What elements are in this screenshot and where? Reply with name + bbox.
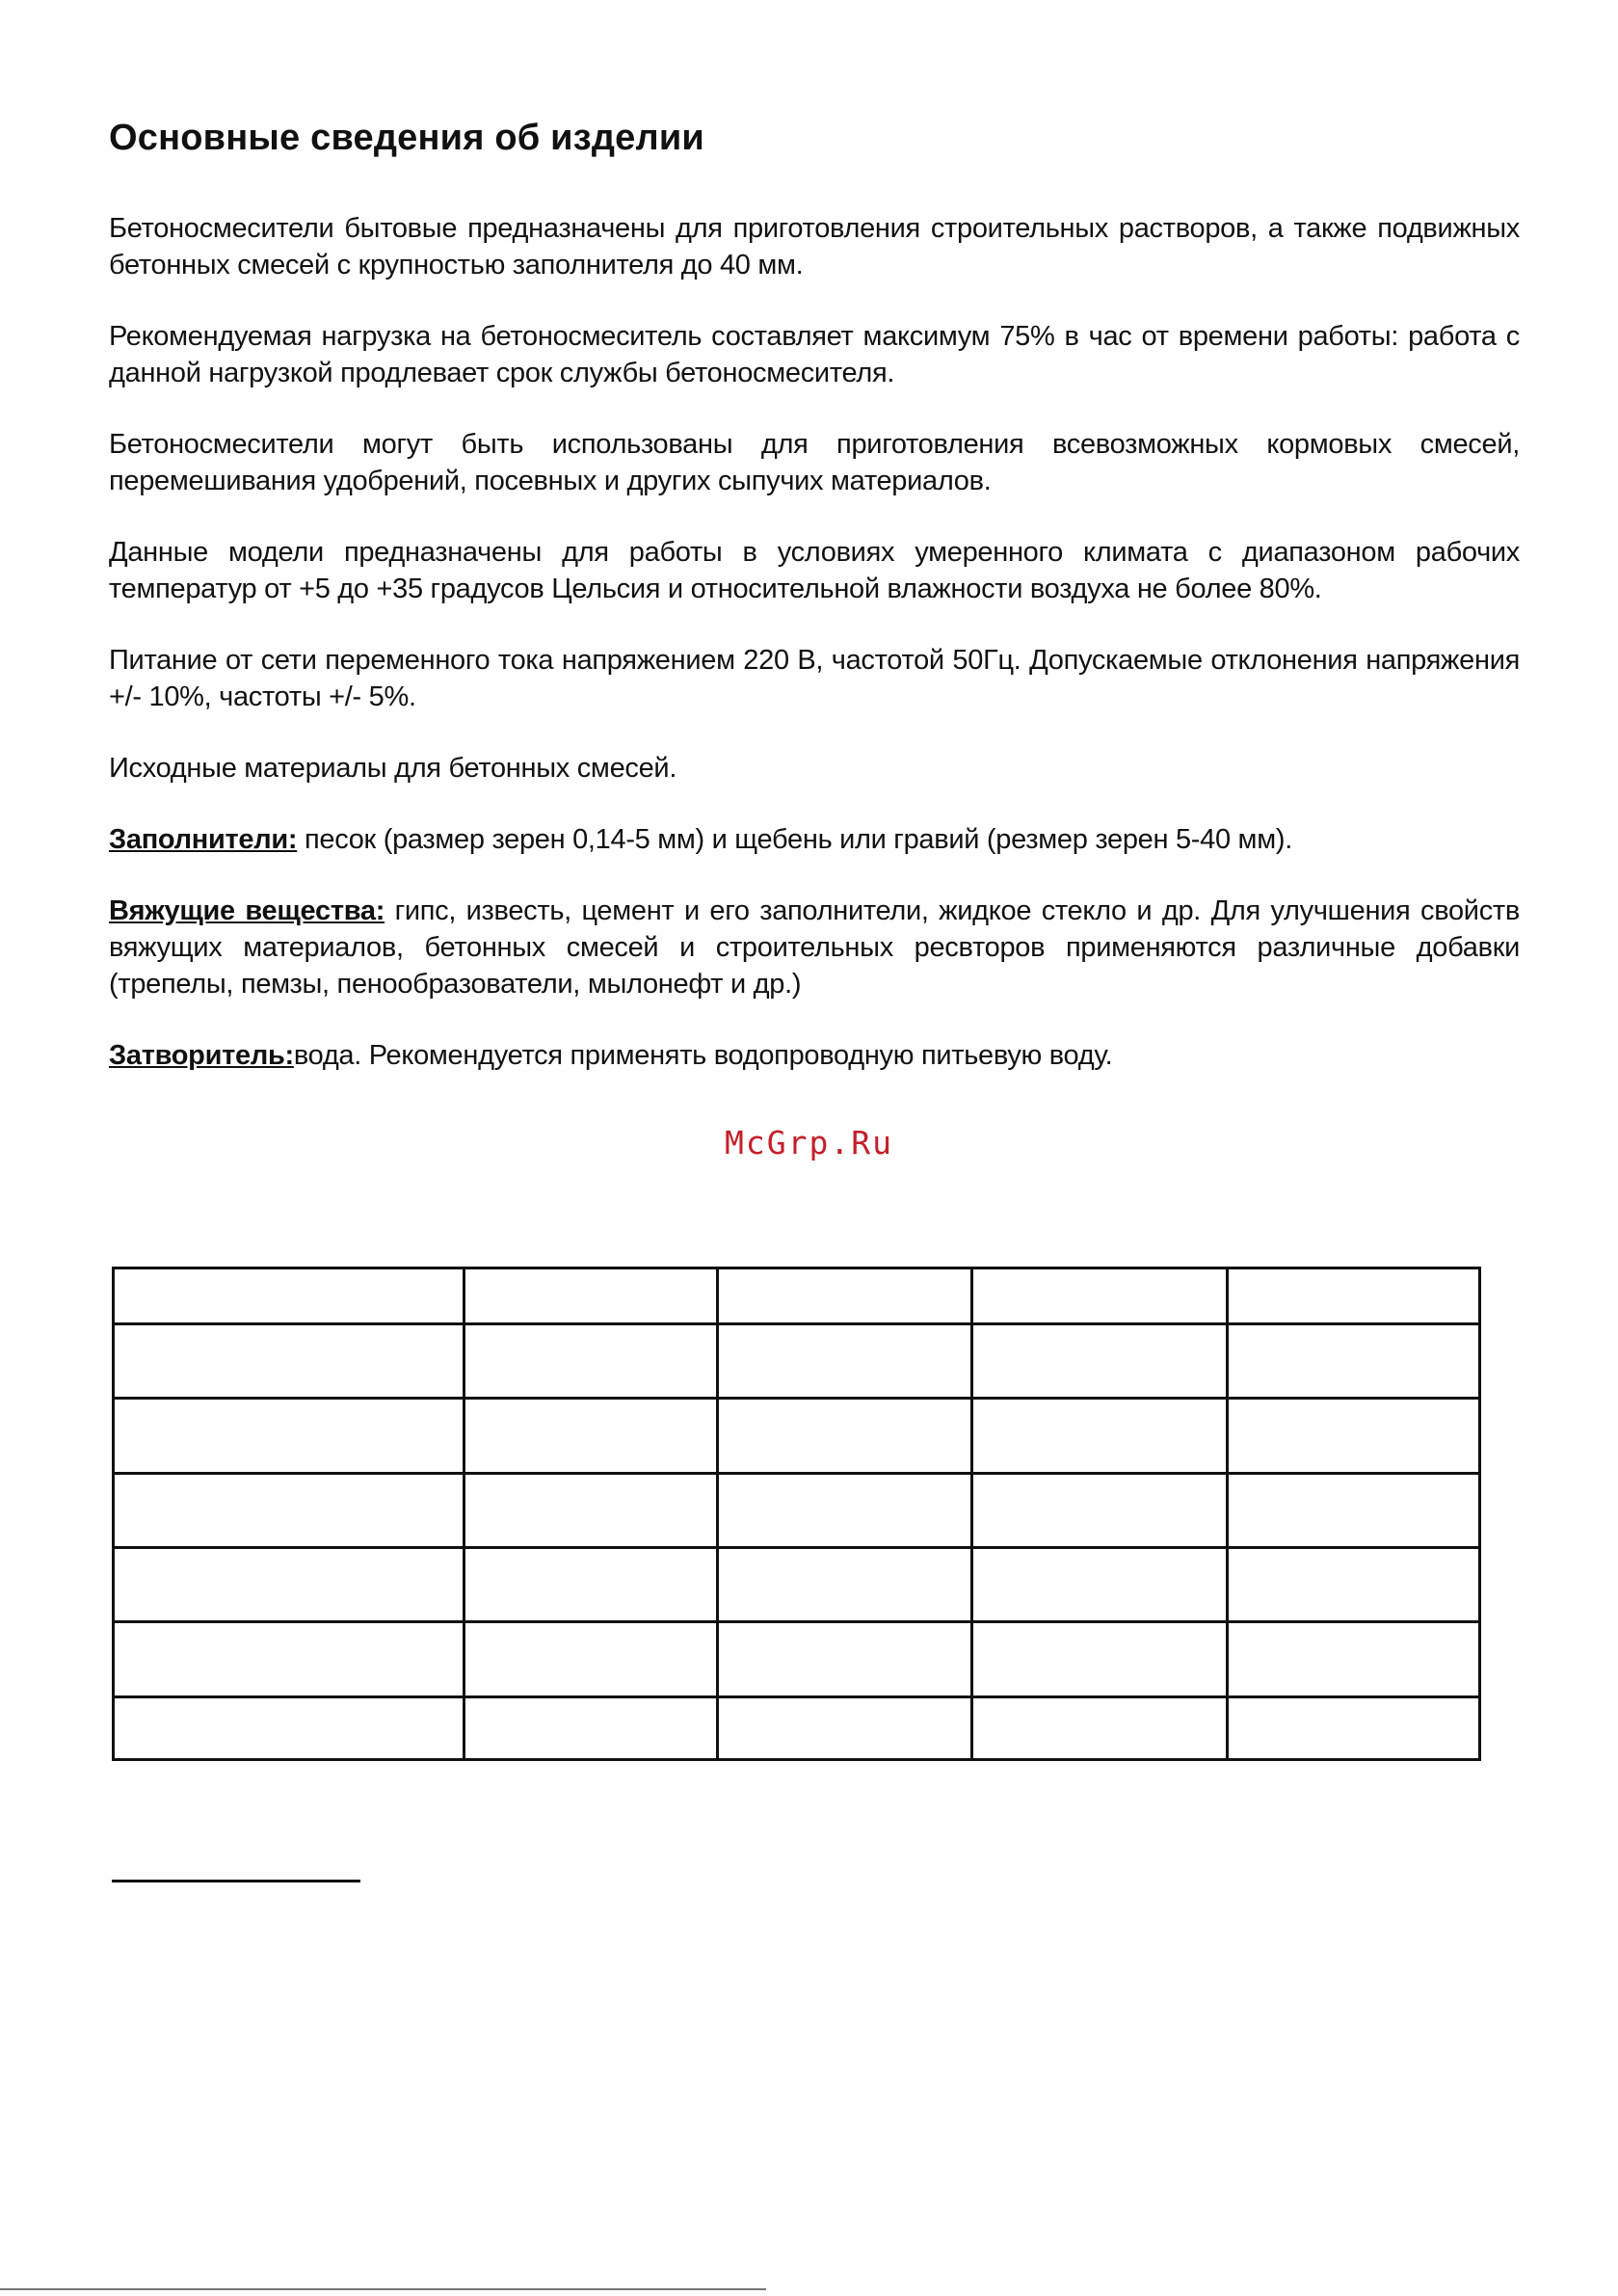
table-cell xyxy=(114,1473,464,1547)
table-cell xyxy=(972,1399,1228,1473)
aggregates-text: песок (размер зерен 0,14-5 мм) и щебень или гравий (резмер зерен 5-40 мм). xyxy=(297,824,1292,855)
table-cell xyxy=(718,1622,972,1696)
document-body xyxy=(109,210,1520,1108)
mixing-agent-label: Затворитель: xyxy=(109,1040,294,1071)
mixing-agent-text: вода. Рекомендуется применять водопроводную питьевую воду. xyxy=(293,1040,1113,1071)
table-cell xyxy=(1228,1548,1480,1622)
table-cell xyxy=(1228,1324,1480,1399)
paragraph-materials: Исходные материалы для бетонных смесей. xyxy=(109,753,677,784)
spec-table-body xyxy=(114,1268,1480,1760)
paragraph-aggregates xyxy=(109,821,1520,858)
table-cell xyxy=(464,1622,718,1696)
table-cell xyxy=(972,1473,1228,1547)
bottom-edge-rule xyxy=(0,2288,766,2290)
table-row xyxy=(114,1696,1480,1759)
table-row xyxy=(114,1473,1480,1547)
table-cell xyxy=(972,1548,1228,1622)
spec-table xyxy=(112,1267,1481,1761)
table-cell xyxy=(464,1696,718,1759)
paragraph-purpose: Бетоносмесители бытовые предназначены для приготовления строительных растворов, а также подвижных бетонных смесей с крупностью заполнителя до 40 мм. xyxy=(109,213,1520,280)
table-cell xyxy=(464,1324,718,1399)
paragraph-load: Рекомендуемая нагрузка на бетоносмеситель составляет максимум 75% в час от времени работы: работа с данной нагрузкой продлевает срок службы бетоносмесителя. xyxy=(109,321,1520,388)
binders-label: Вяжущие вещества: xyxy=(109,895,385,926)
table-cell xyxy=(114,1324,464,1399)
table-cell xyxy=(114,1622,464,1696)
table-cell xyxy=(718,1324,972,1399)
table-cell xyxy=(1228,1399,1480,1473)
table-row xyxy=(114,1622,1480,1696)
binders-text: гипс, известь, цемент и его заполнители, жидкое стекло и др. Для улучшения свойств вяжущих материалов, бетонных смесей и строительных ресвторов применяются различные добавки (трепелы, пемзы, пенообразователи, мылонефт и др.) xyxy=(109,895,1520,1000)
footnote-rule xyxy=(112,1880,360,1882)
page-title: Основные сведения об изделии xyxy=(109,118,704,158)
table-cell xyxy=(464,1399,718,1473)
paragraph-climate: Данные модели предназначены для работы в условиях умеренного климата с диапазоном рабочих температур от +5 до +35 градусов Цельсия и относительной влажности воздуха не более 80%. xyxy=(109,537,1520,604)
table-cell xyxy=(718,1548,972,1622)
watermark: McGrp.Ru xyxy=(725,1124,893,1161)
table-cell xyxy=(718,1399,972,1473)
paragraph-usage: Бетоносмесители могут быть использованы для приготовления всевозможных кормовых смесей, перемешивания удобрений, посевных и других сыпучих материалов. xyxy=(109,429,1520,496)
table-cell xyxy=(464,1473,718,1547)
table-row xyxy=(114,1548,1480,1622)
table-cell xyxy=(464,1268,718,1324)
table-cell xyxy=(972,1268,1228,1324)
table-cell xyxy=(1228,1268,1480,1324)
table-row xyxy=(114,1268,1480,1324)
table-cell xyxy=(114,1268,464,1324)
paragraph-mixing-agent xyxy=(109,1037,1520,1074)
table-cell xyxy=(972,1696,1228,1759)
table-cell xyxy=(1228,1622,1480,1696)
table-row xyxy=(114,1324,1480,1399)
table-cell xyxy=(718,1473,972,1547)
table-cell xyxy=(114,1399,464,1473)
table-cell xyxy=(1228,1696,1480,1759)
table-cell xyxy=(1228,1473,1480,1547)
paragraph-power: Питание от сети переменного тока напряжением 220 В, частотой 50Гц. Допускаемые отклонения напряжения +/- 10%, частоты +/- 5%. xyxy=(109,645,1520,712)
table-cell xyxy=(464,1548,718,1622)
table-cell xyxy=(972,1324,1228,1399)
table-cell xyxy=(718,1696,972,1759)
table-cell xyxy=(114,1548,464,1622)
aggregates-label: Заполнители: xyxy=(109,824,298,855)
table-cell xyxy=(114,1696,464,1759)
table-cell xyxy=(718,1268,972,1324)
paragraph-binders xyxy=(109,893,1520,1002)
table-cell xyxy=(972,1622,1228,1696)
table-row xyxy=(114,1399,1480,1473)
